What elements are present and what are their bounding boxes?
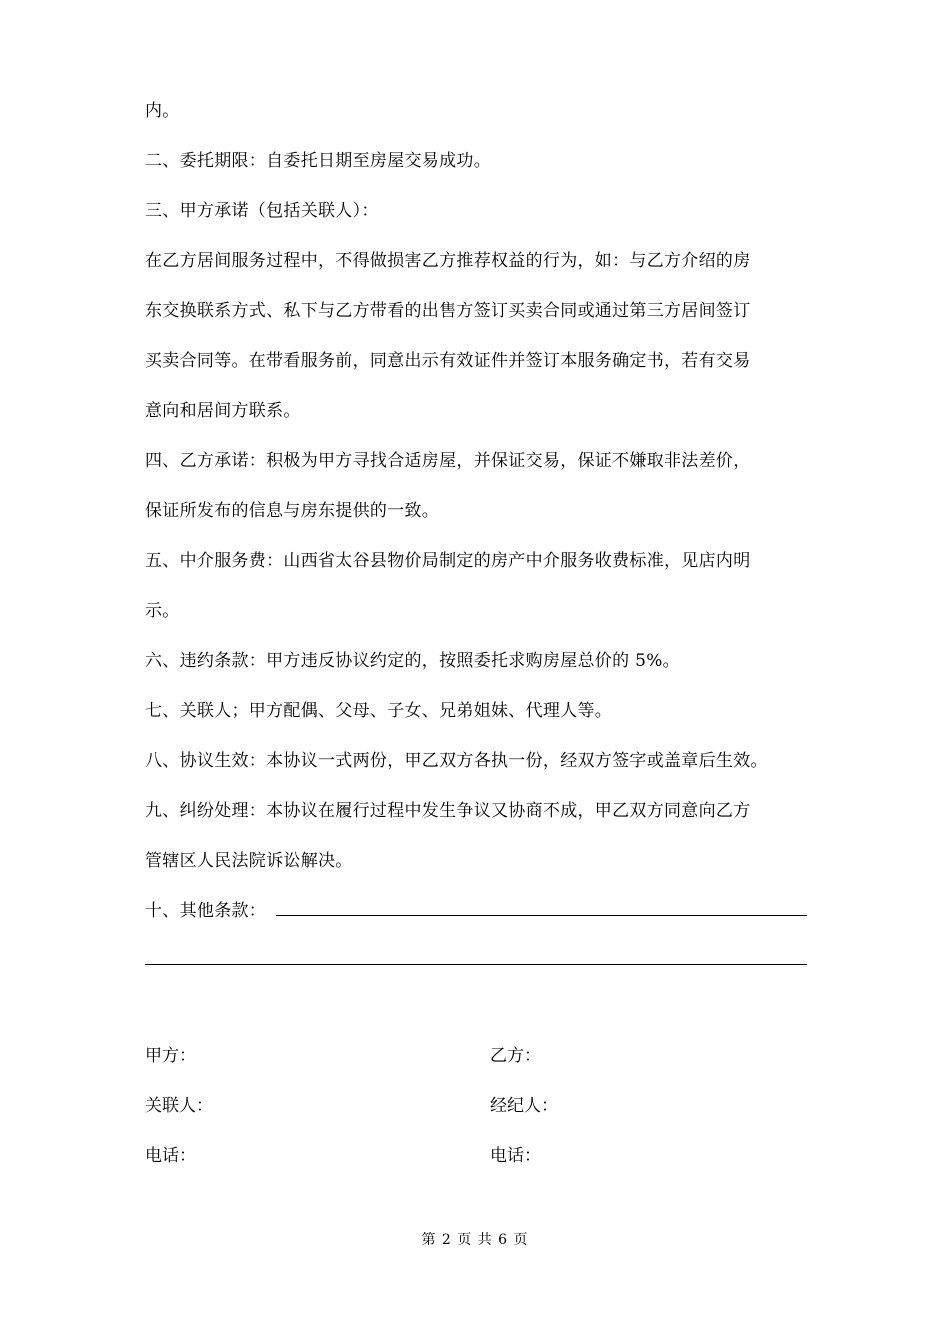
clause-line: 买卖合同等。在带看服务前，同意出示有效证件并签订本服务确定书，若有交易 [145, 351, 751, 371]
clause-line: 保证所发布的信息与房东提供的一致。 [145, 501, 440, 521]
agent-label: 经纪人： [490, 1096, 558, 1116]
party-a-label: 甲方： [145, 1046, 196, 1066]
related-person-label: 关联人： [145, 1096, 213, 1116]
clause-line: 在乙方居间服务过程中，不得做损害乙方推荐权益的行为，如：与乙方介绍的房 [145, 251, 751, 271]
clause-line: 七、关联人；甲方配偶、父母、子女、兄弟姐妹、代理人等。 [145, 701, 613, 721]
clause-line: 三、甲方承诺（包括关联人）： [145, 201, 379, 221]
party-b-label: 乙方： [490, 1046, 541, 1066]
phone-a-label: 电话： [145, 1146, 196, 1166]
other-terms-blank-line-2 [145, 964, 807, 965]
clause-line: 东交换联系方式、私下与乙方带看的出售方签订买卖合同或通过第三方居间签订 [145, 301, 751, 321]
clause-line: 二、委托期限：自委托日期至房屋交易成功。 [145, 151, 491, 171]
clause-line: 意向和居间方联系。 [145, 401, 301, 421]
clause-line: 六、违约条款：甲方违反协议约定的，按照委托求购房屋总价的 5%。 [145, 651, 680, 671]
clause-line: 四、乙方承诺：积极为甲方寻找合适房屋，并保证交易，保证不嫌取非法差价， [145, 451, 751, 471]
page-number: 第 2 页 共 6 页 [421, 1232, 529, 1248]
clause-line: 内。 [145, 101, 180, 121]
other-terms-label: 十、其他条款： [145, 901, 267, 921]
clause-line: 示。 [145, 601, 180, 621]
clause-line: 管辖区人民法院诉讼解决。 [145, 851, 353, 871]
phone-b-label: 电话： [490, 1146, 541, 1166]
clause-line: 九、纠纷处理：本协议在履行过程中发生争议又协商不成，甲乙双方同意向乙方 [145, 801, 751, 821]
clause-line: 五、中介服务费：山西省太谷县物价局制定的房产中介服务收费标准，见店内明 [145, 551, 751, 571]
other-terms-blank-line [276, 915, 807, 916]
clause-line: 八、协议生效：本协议一式两份，甲乙双方各执一份，经双方签字或盖章后生效。 [145, 751, 768, 771]
